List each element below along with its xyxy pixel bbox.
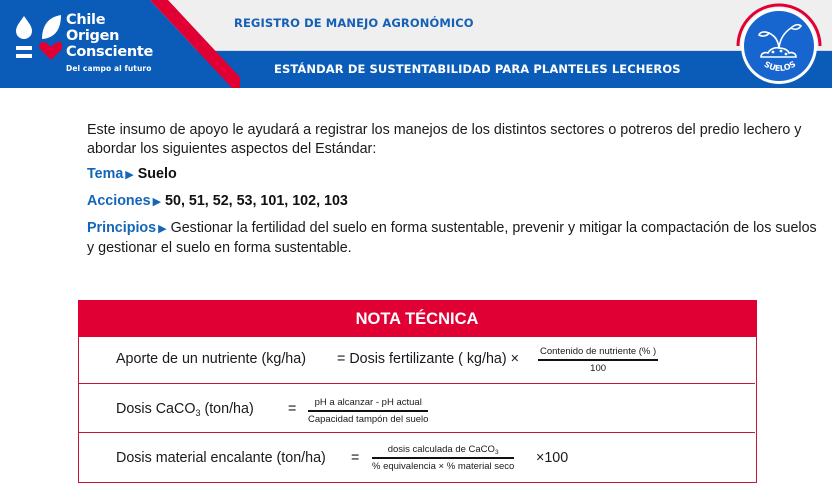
formula-2-fraction — [308, 397, 428, 426]
formula-2-label-sub: 3 — [195, 408, 201, 418]
intro-paragraph: Este insumo de apoyo le ayudará a registrar los manejos de los distintos sectores o potreros del predio lechero y abordar los siguientes aspectos del Estándar: — [87, 122, 802, 157]
acciones-row — [87, 192, 822, 212]
suelos-badge — [733, 0, 825, 90]
formula-1-label: Aporte de un nutriente (kg/ha) — [116, 351, 306, 367]
brand-line-1: Chile — [66, 12, 106, 28]
tema-value: Suelo — [137, 166, 177, 182]
formula-2-label — [116, 401, 254, 417]
formula-3-denominator: % equivalencia × % material seco — [372, 460, 515, 472]
formula-aporte-nutriente — [79, 337, 755, 383]
formula-3-suffix: ×100 — [536, 450, 569, 466]
formula-3-equals: = — [351, 450, 360, 466]
formula-2-numerator: pH a alcanzar - pH actual — [314, 397, 422, 408]
formula-2-equals: = — [288, 401, 297, 417]
formula-2-label-pre: Dosis CaCO — [116, 401, 196, 417]
formula-2-label-post: (ton/ha) — [200, 401, 254, 417]
formula-1-rhs: = Dosis fertilizante ( kg/ha) × — [337, 351, 519, 367]
arrow-right-icon: ▶ — [125, 169, 134, 181]
brand-name — [66, 12, 153, 60]
acciones-key: Acciones — [87, 193, 151, 209]
formula-1-fraction — [538, 346, 658, 375]
tema-key: Tema — [87, 166, 124, 182]
nota-tecnica-title: NOTA TÉCNICA — [78, 300, 757, 337]
formula-3-numerator-sub: 3 — [494, 449, 499, 456]
formula-3-numerator — [386, 444, 501, 457]
badge-label: SUELOS — [762, 59, 798, 74]
formula-dosis-caco3 — [79, 383, 755, 432]
formula-2-denominator: Capacidad tampón del suelo — [308, 413, 429, 425]
formula-3-numerator-pre: dosis calculada de CaCO — [387, 444, 495, 455]
document-subtitle: ESTÁNDAR DE SUSTENTABILIDAD PARA PLANTELES LECHEROS — [274, 62, 681, 76]
formula-3-fraction — [372, 444, 514, 473]
principios-value: Gestionar la fertilidad del suelo en forma sustentable, prevenir y mitigar la compactación de los suelos y gestionar el suelo en forma sustentable. — [87, 220, 817, 256]
document-title: REGISTRO DE MANEJO AGRONÓMICO — [234, 16, 474, 30]
nota-tecnica-box — [78, 300, 757, 483]
arrow-right-icon: ▶ — [158, 223, 167, 235]
formula-dosis-encalante — [79, 432, 755, 482]
principios-row — [87, 219, 822, 258]
principios-key: Principios — [87, 220, 157, 236]
brand-logo-icon — [16, 14, 62, 60]
page-header — [0, 0, 832, 90]
formula-1-denominator: 100 — [590, 362, 607, 374]
acciones-value: 50, 51, 52, 53, 101, 102, 103 — [165, 193, 348, 209]
formula-1-numerator: Contenido de nutriente (% ) — [540, 346, 657, 357]
brand-tagline: Del campo al futuro — [66, 64, 152, 73]
brand-line-3: Consciente — [66, 44, 154, 60]
arrow-right-icon: ▶ — [152, 196, 162, 208]
formula-3-label: Dosis material encalante (ton/ha) — [116, 450, 326, 466]
brand-line-2: Origen — [66, 28, 120, 44]
tema-row — [87, 165, 822, 185]
